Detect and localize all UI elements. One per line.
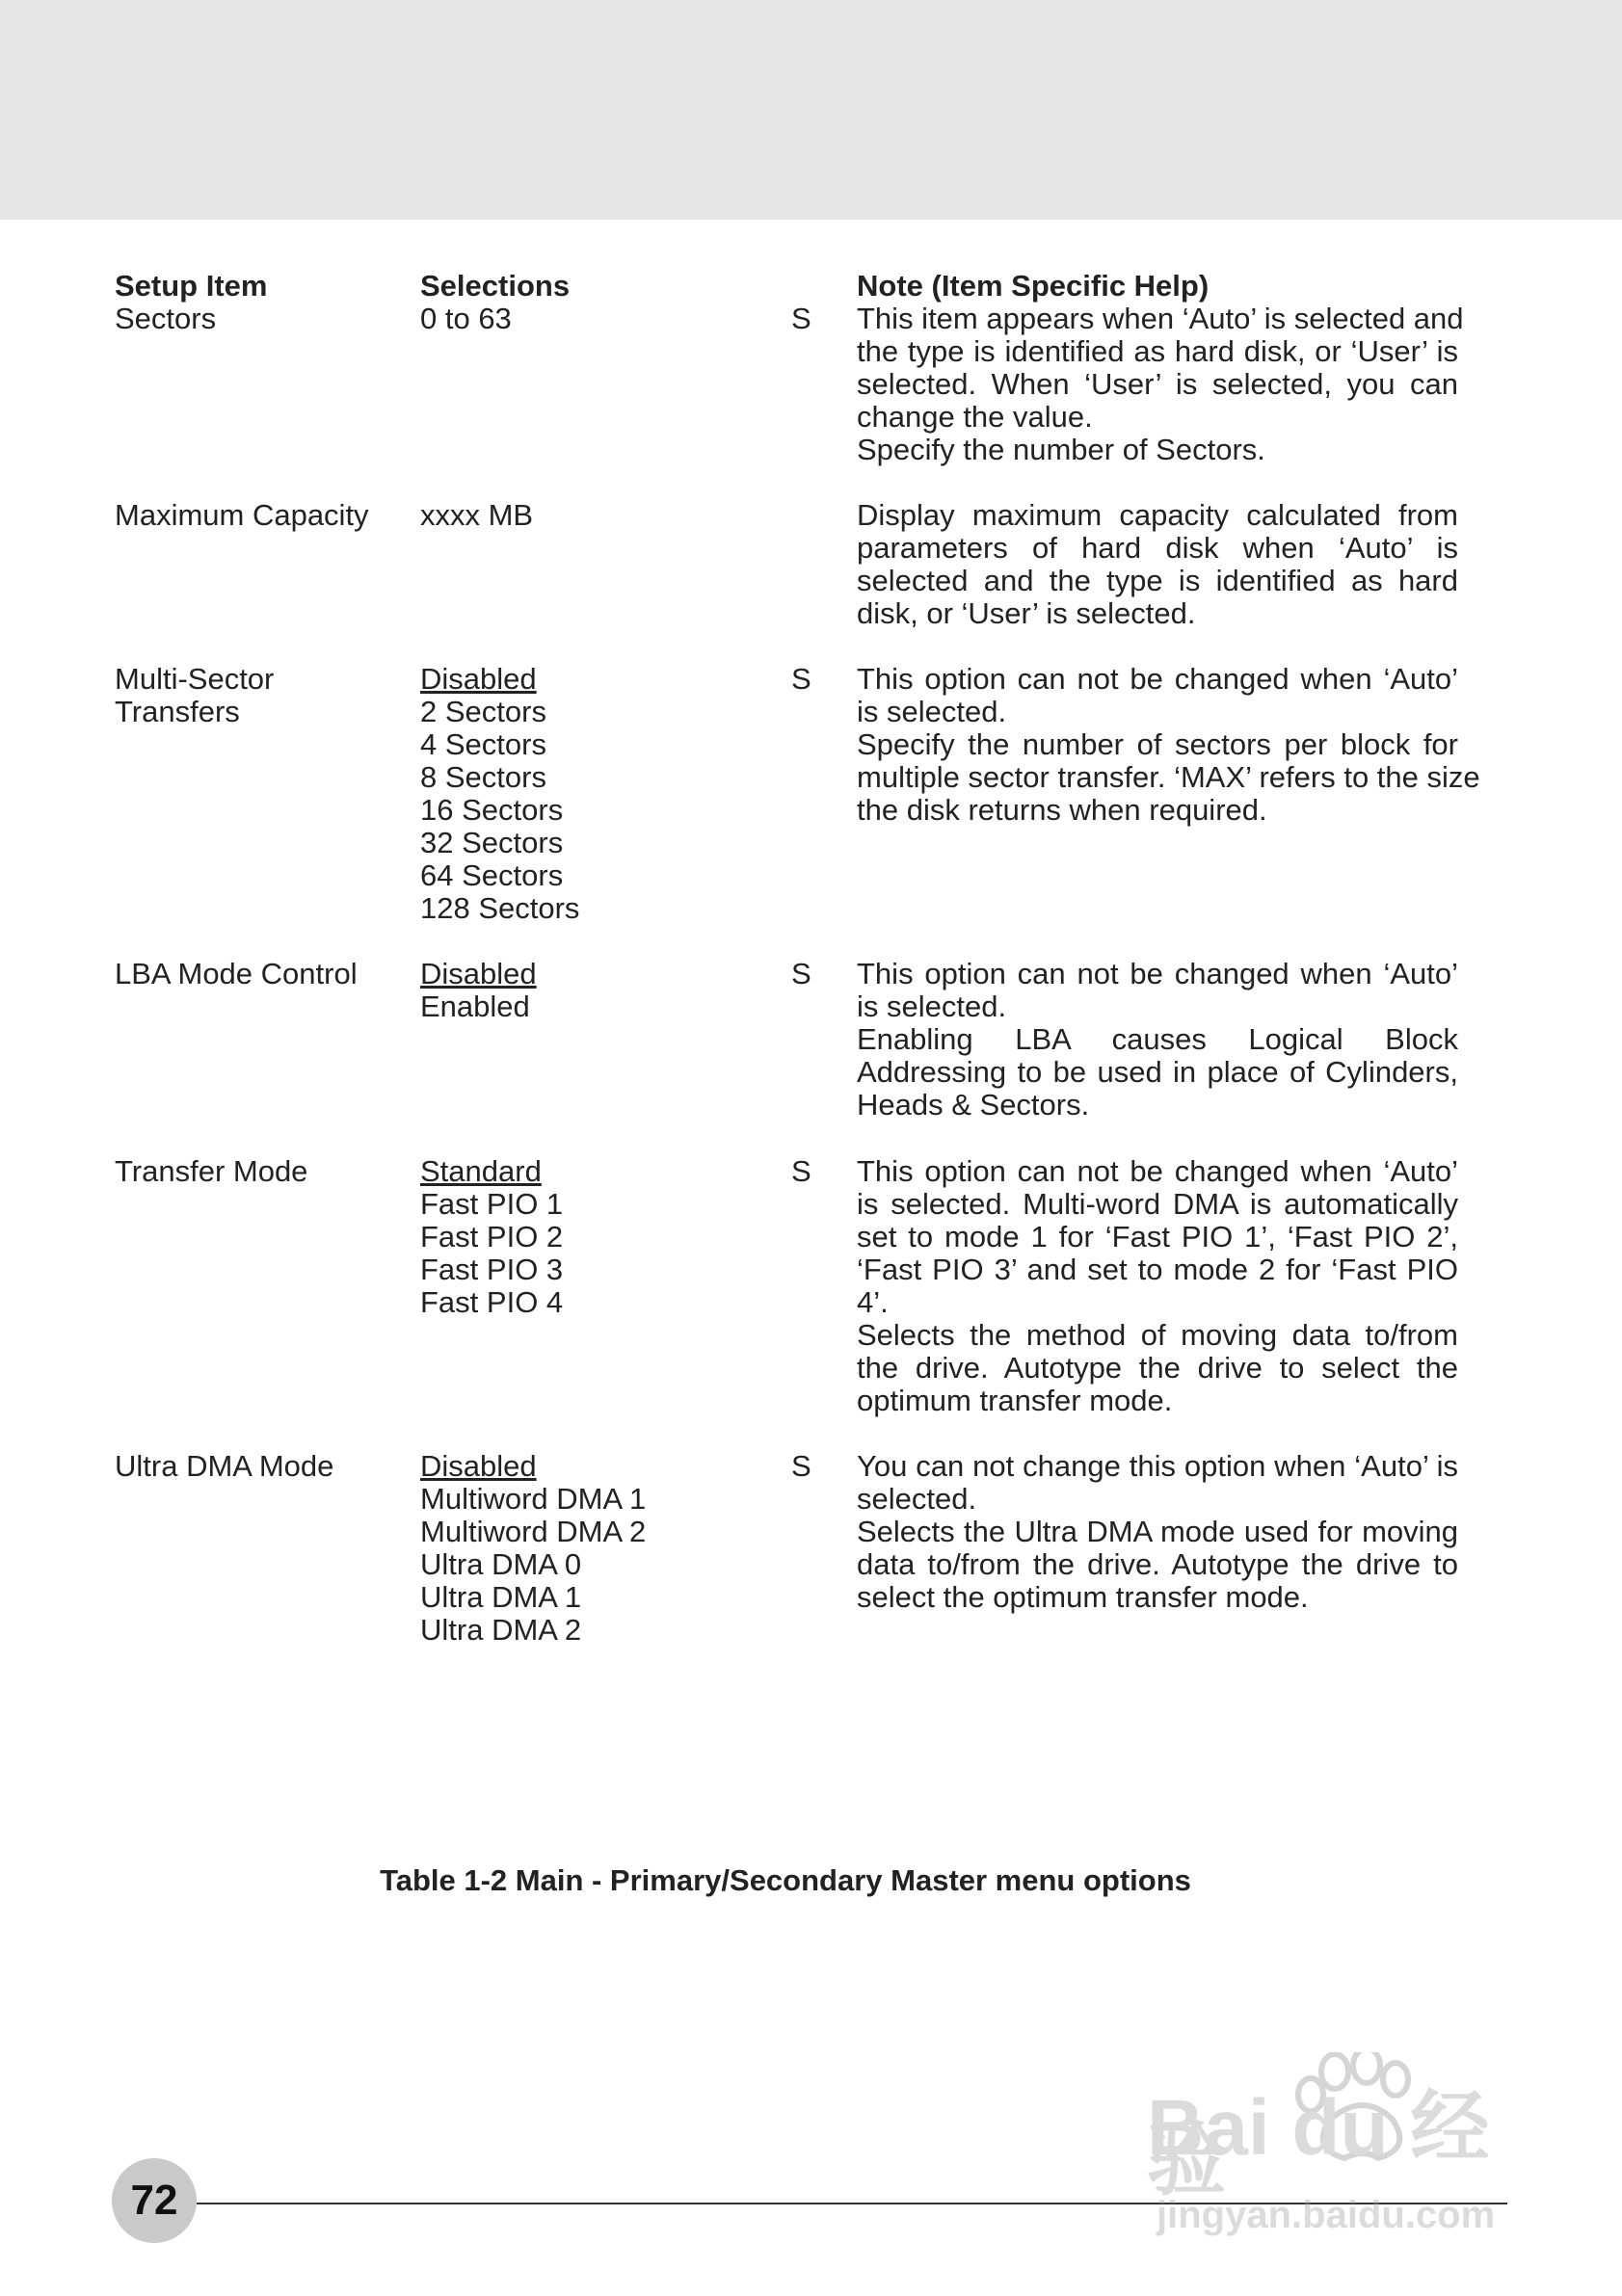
note-line: is selected. Multi-word DMA is automatically [857,1187,1458,1221]
s-marker: S [791,302,811,335]
selection-option: Multiword DMA 1 [420,1482,647,1516]
note-line: 4’. [857,1285,889,1319]
selection-option: xxxx MB [420,498,534,532]
table-header [0,270,1622,304]
baidu-watermark [1147,2052,1561,2245]
note-line: the disk returns when required. [857,793,1267,827]
selection-option: Ultra DMA 0 [420,1547,582,1581]
note-line: Specify the number of Sectors. [857,433,1265,466]
note-line: selected and the type is identified as hard [857,564,1458,597]
note-line: Heads & Sectors. [857,1088,1090,1122]
note-line: data to/from the drive. Autotype the drive to [857,1547,1458,1581]
selections-list [420,1155,767,1319]
selections-list [420,499,767,532]
selection-option: 16 Sectors [420,793,564,827]
note-line: You can not change this option when ‘Auto’ is [857,1449,1458,1483]
setup-item-name: Transfer Mode [115,1154,308,1188]
note-line: the drive. Autotype the drive to select the [857,1351,1458,1385]
selection-option: 4 Sectors [420,727,546,761]
selections-list [420,1450,767,1647]
note-line: ‘Fast PIO 3’ and set to mode 2 for ‘Fast PIO [857,1253,1458,1286]
note-line: Addressing to be used in place of Cylinders, [857,1055,1458,1089]
item-help-note [857,499,1458,630]
note-line: Display maximum capacity calculated from [857,498,1458,532]
selection-option: 128 Sectors [420,891,580,925]
note-line: This option can not be changed when ‘Auto’ [857,957,1458,990]
setup-item-name: Maximum Capacity [115,498,369,532]
selection-option: 0 to 63 [420,302,512,335]
note-line: disk, or ‘User’ is selected. [857,596,1196,630]
selection-option: Ultra DMA 1 [420,1580,582,1614]
selections-header: Selections [420,269,571,303]
selection-option: 64 Sectors [420,858,564,892]
setup-item-name: Multi-Sector Transfers [115,662,275,728]
selection-option: Enabled [420,990,530,1023]
note-line: parameters of hard disk when ‘Auto’ is [857,531,1458,565]
selection-option: Fast PIO 2 [420,1220,564,1254]
selection-option: Multiword DMA 2 [420,1515,647,1548]
setup-item-header: Setup Item [115,269,268,303]
selection-option: 32 Sectors [420,826,564,859]
selections-list [420,663,767,925]
note-line: optimum transfer mode. [857,1384,1173,1417]
setup-item-name: Sectors [115,302,217,335]
watermark-url: jingyan.baidu.com [1157,2194,1496,2236]
watermark-brand: Bai du 经验 [1147,2084,1490,2204]
s-marker: S [791,1449,811,1483]
selection-option: Fast PIO 4 [420,1285,564,1319]
top-gray-band [0,0,1622,220]
note-line: multiple sector transfer. ‘MAX’ refers to the size [857,760,1480,794]
note-line: selected. When ‘User’ is selected, you can [857,367,1458,401]
note-line: selected. [857,1482,977,1516]
selection-option: Fast PIO 3 [420,1253,564,1286]
note-line: Enabling LBA causes Logical Block [857,1022,1458,1056]
note-line: is selected. [857,990,1007,1023]
selection-option: 8 Sectors [420,760,546,794]
default-selection: Standard [420,1154,542,1188]
selection-option: Ultra DMA 2 [420,1613,582,1647]
table-caption: Table 1-2 Main - Primary/Secondary Master menu options [380,1863,1191,1897]
s-marker: S [791,957,811,990]
page-number: 72 [112,2158,197,2243]
note-line: This option can not be changed when ‘Auto’ [857,1154,1458,1188]
s-marker: S [791,1154,811,1188]
item-help-note [857,302,1464,466]
note-header: Note (Item Specific Help) [857,269,1210,303]
note-line: is selected. [857,695,1007,728]
item-help-note [857,1155,1458,1417]
selection-option: 2 Sectors [420,695,546,728]
default-selection: Disabled [420,662,537,696]
note-line: select the optimum transfer mode. [857,1580,1309,1614]
note-line: set to mode 1 for ‘Fast PIO 1’, ‘Fast PIO 2’, [857,1220,1458,1254]
selections-list [420,958,767,1023]
note-line: This item appears when ‘Auto’ is selected and [857,302,1464,335]
selections-list [420,303,767,335]
setup-item-name: LBA Mode Control [115,957,358,990]
default-selection: Disabled [420,1449,537,1483]
note-line: Specify the number of sectors per block for [857,727,1458,761]
item-help-note [857,662,1480,827]
note-line: the type is identified as hard disk, or ‘User’ is [857,334,1458,368]
note-line: Selects the method of moving data to/from [857,1318,1458,1352]
selection-option: Fast PIO 1 [420,1187,564,1221]
item-help-note [857,958,1458,1122]
item-help-note [857,1450,1458,1614]
s-marker: S [791,662,811,696]
setup-item-name: Ultra DMA Mode [115,1449,334,1483]
note-line: This option can not be changed when ‘Auto’ [857,662,1458,696]
note-line: Selects the Ultra DMA mode used for moving [857,1515,1458,1548]
note-line: change the value. [857,400,1093,434]
default-selection: Disabled [420,957,537,990]
